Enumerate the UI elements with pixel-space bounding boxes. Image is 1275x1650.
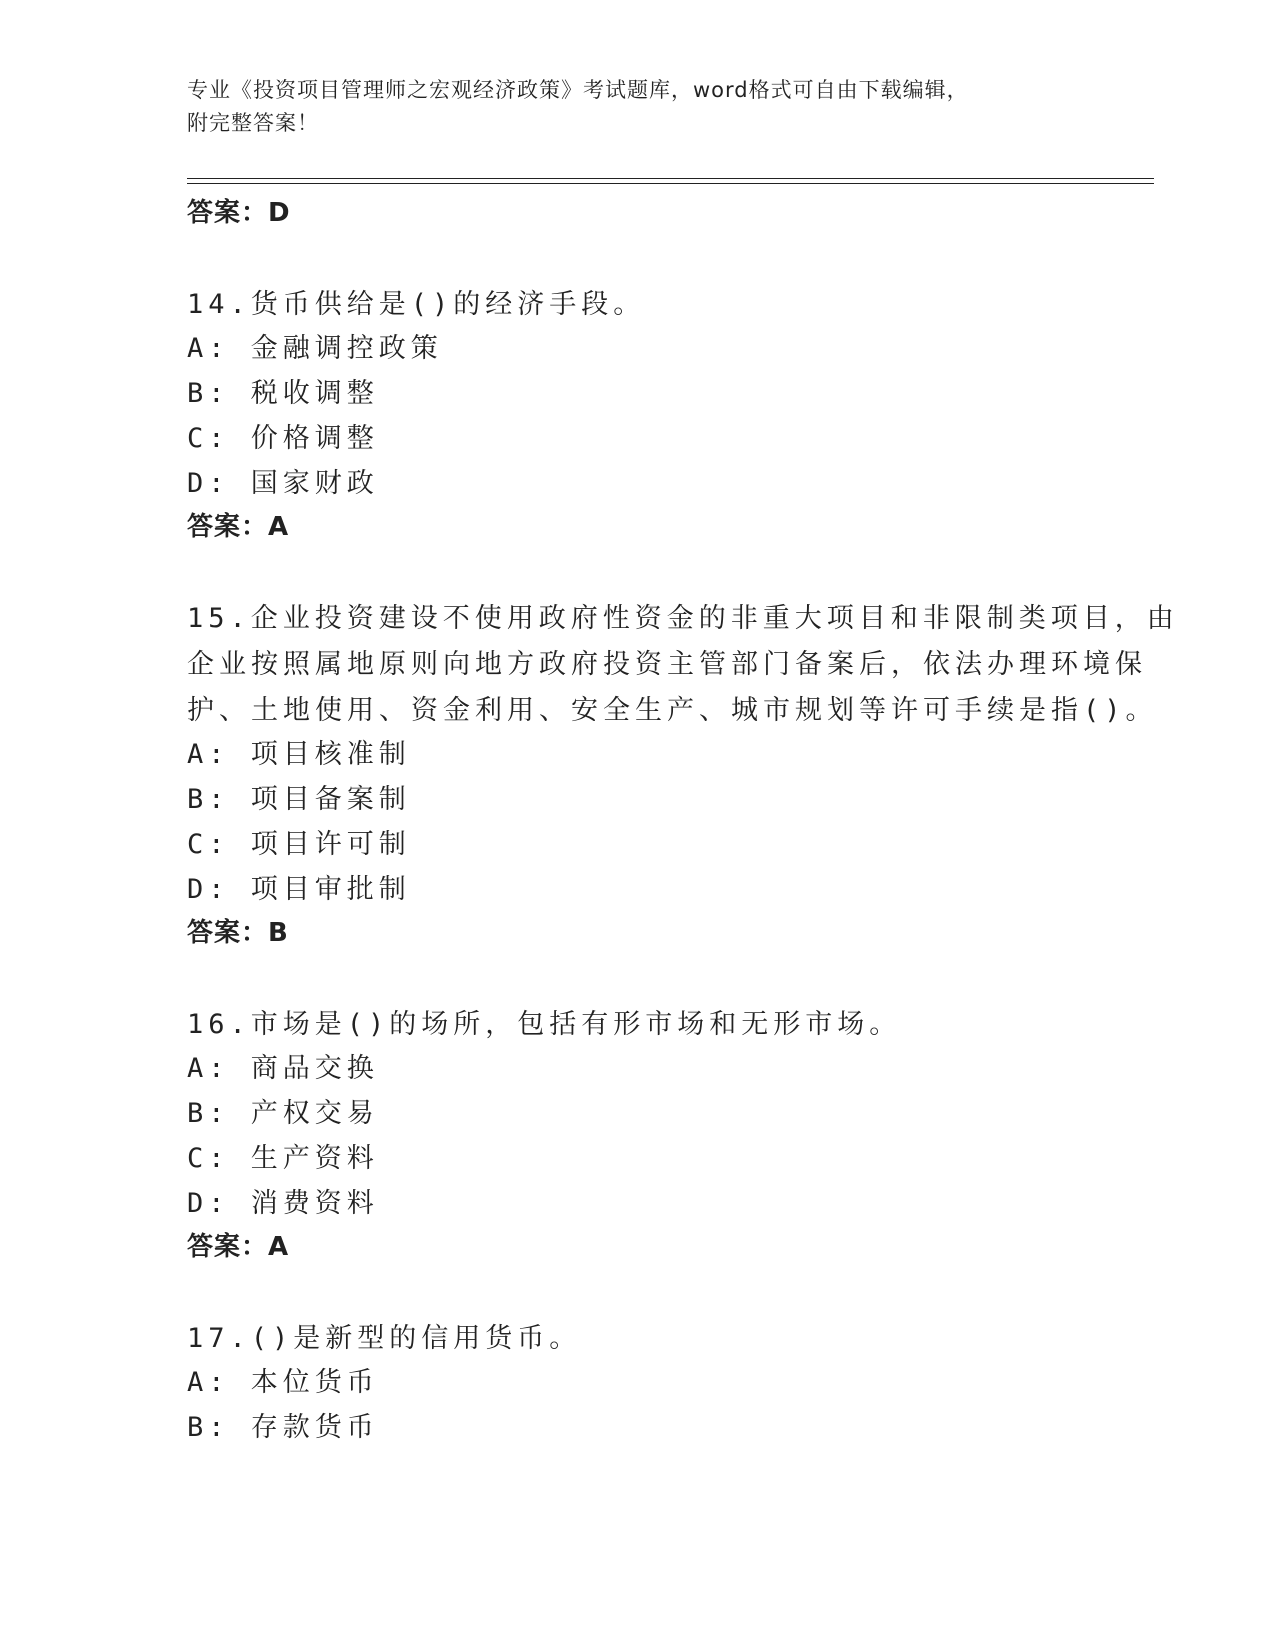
question-15-stem-line-1: 15.企业投资建设不使用政府性资金的非重大项目和非限制类项目，由 xyxy=(187,603,1179,634)
question-15-stem-line-3: 护、土地使用、资金利用、安全生产、城市规划等许可手续是指()。 xyxy=(187,695,1158,726)
question-15-option-d: D: 项目审批制 xyxy=(187,874,411,905)
question-15-answer: 答案：B xyxy=(187,918,289,948)
question-16-option-d: D: 消费资料 xyxy=(187,1188,379,1219)
question-14-option-c: C: 价格调整 xyxy=(187,423,379,454)
question-15-stem-line-2: 企业按照属地原则向地方政府投资主管部门备案后，依法办理环境保 xyxy=(187,649,1147,680)
header-divider-bottom xyxy=(187,183,1154,184)
question-16-option-b: B: 产权交易 xyxy=(187,1098,379,1129)
question-15-option-b: B: 项目备案制 xyxy=(187,784,411,815)
document-header xyxy=(187,74,1087,140)
answer-prev: 答案：D xyxy=(187,198,291,228)
question-16-option-a: A: 商品交换 xyxy=(187,1053,379,1084)
header-line-1: 专业《投资项目管理师之宏观经济政策》考试题库，word格式可自由下载编辑， xyxy=(187,78,969,102)
question-16-stem: 16.市场是()的场所，包括有形市场和无形市场。 xyxy=(187,1009,902,1040)
question-17-option-b: B: 存款货币 xyxy=(187,1412,379,1443)
question-14-answer: 答案：A xyxy=(187,512,290,542)
question-15-option-a: A: 项目核准制 xyxy=(187,739,411,770)
question-14-stem: 14.货币供给是()的经济手段。 xyxy=(187,289,646,320)
header-line-2: 附完整答案！ xyxy=(187,111,319,135)
question-14-option-a: A: 金融调控政策 xyxy=(187,333,443,364)
header-divider-top xyxy=(187,178,1154,179)
question-16-answer: 答案：A xyxy=(187,1232,290,1262)
question-14-option-d: D: 国家财政 xyxy=(187,468,379,499)
question-14-option-b: B: 税收调整 xyxy=(187,378,379,409)
question-15-option-c: C: 项目许可制 xyxy=(187,829,411,860)
question-17-stem: 17.()是新型的信用货币。 xyxy=(187,1323,582,1354)
question-17-option-a: A: 本位货币 xyxy=(187,1367,379,1398)
question-16-option-c: C: 生产资料 xyxy=(187,1143,379,1174)
